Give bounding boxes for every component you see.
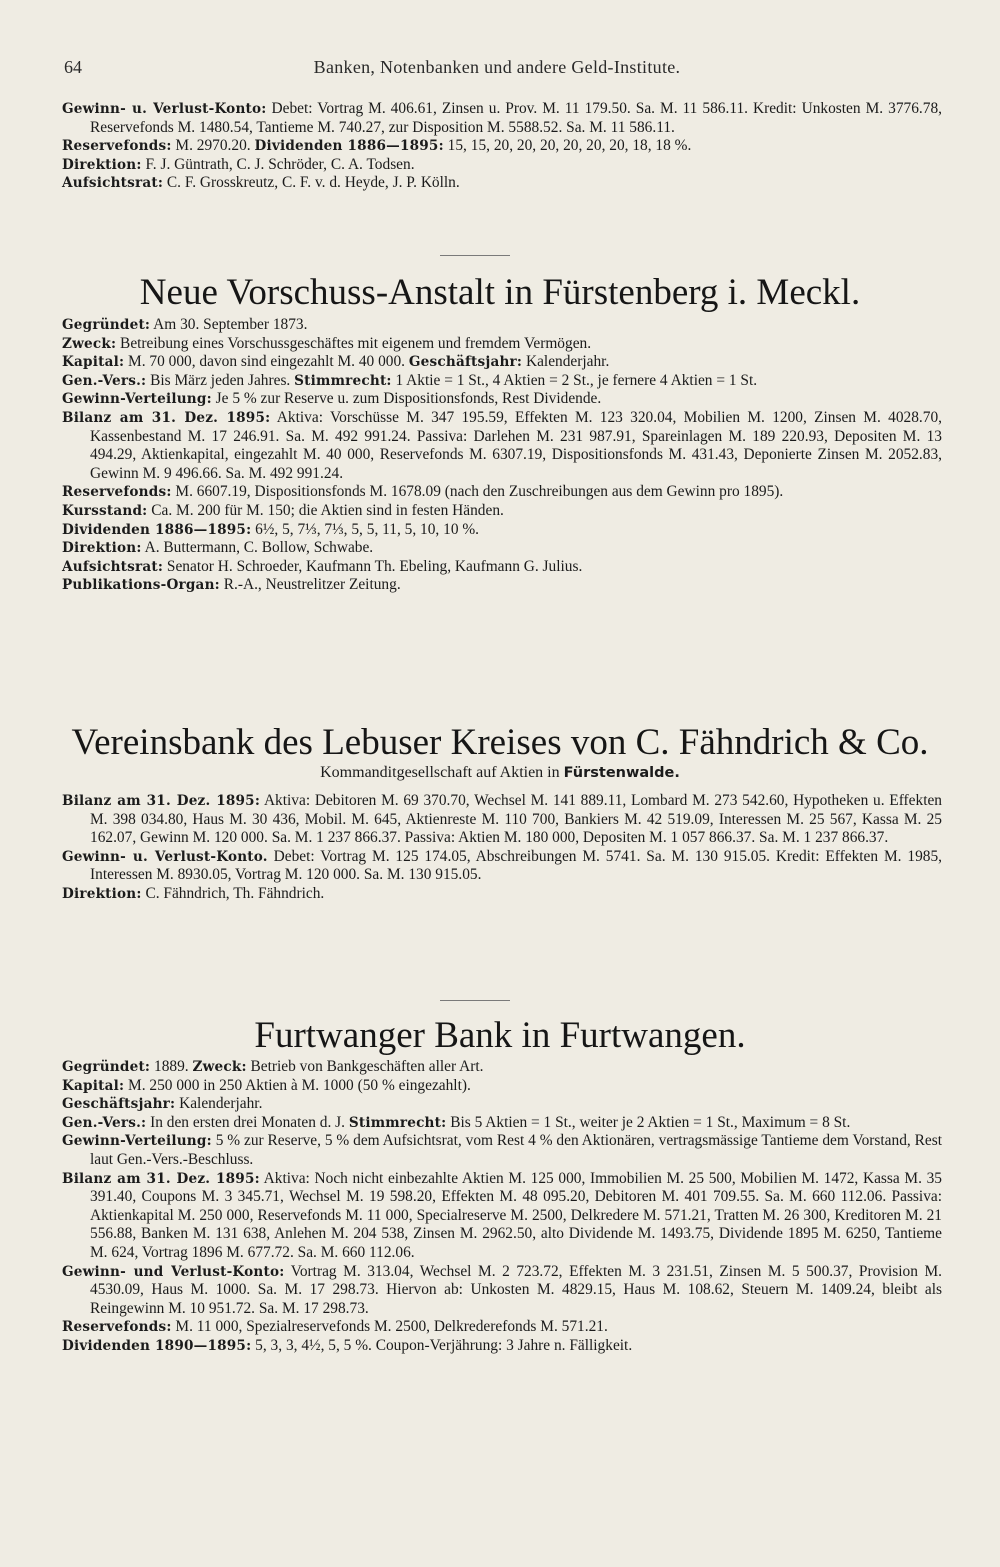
page-header bbox=[64, 57, 930, 83]
top-block bbox=[62, 100, 942, 193]
entry: Gen.-Vers.: In den ersten drei Monaten d. J. Stimmrecht: Bis 5 Aktien = 1 St., weiter je 2 Aktien = 1 St., Maximum = 8 St. bbox=[62, 1113, 851, 1131]
separator-rule bbox=[440, 255, 510, 256]
entry: Aufsichtsrat: Senator H. Schroeder, Kaufmann Th. Ebeling, Kaufmann G. Julius. bbox=[62, 557, 583, 575]
entry: Reservefonds: M. 11 000, Spezialreservefonds M. 2500, Delkrederefonds M. 571.21. bbox=[62, 1318, 608, 1336]
entry: Kapital: M. 70 000, davon sind eingezahlt M. 40 000. Geschäftsjahr: Kalenderjahr. bbox=[62, 353, 610, 371]
entry: Kapital: M. 250 000 in 250 Aktien à M. 1000 (50 % eingezahlt). bbox=[62, 1076, 471, 1094]
running-title: Banken, Notenbanken und andere Geld-Institute. bbox=[313, 57, 681, 77]
entry: Direktion: A. Buttermann, C. Bollow, Schwabe. bbox=[62, 539, 374, 557]
entry: Reservefonds: M. 2970.20. Dividenden 1886—1895: 15, 15, 20, 20, 20, 20, 20, 20, 18, 18 %. bbox=[62, 137, 692, 155]
section-subtitle: Kommanditgesellschaft auf Aktien in Fürstenwalde. bbox=[320, 764, 680, 781]
entry: Gewinn- u. Verlust-Konto. Debet: Vortrag M. 125 174.05, Abschreibungen M. 5741. Sa. M. 130 915.05. Kredit: Effekten M. 1985, Interessen M. 8930.05, Vortrag M. 120 000. Sa. M. 130 915.05. bbox=[62, 847, 942, 884]
entry: Bilanz am 31. Dez. 1895: Aktiva: Noch nicht einbezahlte Aktien M. 125 000, Immobilien M. 25 500, Mobilien M. 1472, Kassa M. 35 391.40, Coupons M. 3 345.71, Wechsel M. 19 598.20, Effekten M. 48 095.20, Debitoren M. 401 709.55. Sa. M. 660 112.06. Passiva: Aktienkapital M. 250 000, Reservefonds M. 11 000, Specialreserve M. 2500, Delkredere M. 571.21, Tratten M. 26 300, Kreditoren M. 21 556.88, Banken M. 131 638, Anlehen M. 204 538, Zinsen M. 2962.50, alto Dividende M. 1493.75, Dividende 1895 M. 6250, Tantieme M. 624, Vortrag 1896 M. 677.72. Sa. M. 660 112.06. bbox=[62, 1169, 942, 1261]
entry: Gewinn- und Verlust-Konto: Vortrag M. 313.04, Wechsel M. 2 723.72, Effekten M. 3 231.51, Zinsen M. 5 500.37, Provision M. 4530.09, Haus M. 1000. Sa. M. 17 298.73. Hiervon ab: Unkosten M. 4829.15, Haus M. 108.62, Steuern M. 1409.24, bleibt als Reingewinn M. 10 951.72. Sa. M. 17 298.73. bbox=[62, 1262, 943, 1317]
section-body bbox=[62, 1058, 942, 1356]
page-number: 64 bbox=[64, 57, 82, 77]
entry: Gen.-Vers.: Bis März jeden Jahres. Stimmrecht: 1 Aktie = 1 St., 4 Aktien = 2 St., je fernere 4 Aktien = 1 St. bbox=[62, 371, 758, 389]
section-body bbox=[62, 316, 942, 595]
entry: Aufsichtsrat: C. F. Grosskreutz, C. F. v. d. Heyde, J. P. Kölln. bbox=[62, 174, 460, 192]
entry: Gewinn-Verteilung: 5 % zur Reserve, 5 % dem Aufsichtsrat, vom Rest 4 % den Aktionären, vertragsmässige Tantieme dem Vorstand, Rest laut Gen.-Vers.-Beschluss. bbox=[62, 1132, 942, 1168]
entry: Geschäftsjahr: Kalenderjahr. bbox=[62, 1095, 263, 1113]
entry: Direktion: C. Fähndrich, Th. Fähndrich. bbox=[62, 884, 325, 902]
entry: Gegründet: Am 30. September 1873. bbox=[62, 316, 308, 333]
entry: Zweck: Betreibung eines Vorschussgeschäftes mit eigenem und fremdem Vermögen. bbox=[62, 334, 592, 352]
section-title: Furtwanger Bank in Furtwangen. bbox=[254, 1015, 746, 1056]
entry: Dividenden 1886—1895: 6½, 5, 7⅓, 7⅓, 5, 5, 11, 5, 10, 10 %. bbox=[62, 520, 480, 538]
entry: Reservefonds: M. 6607.19, Dispositionsfonds M. 1678.09 (nach den Zuschreibungen aus dem Gewinn pro 1895). bbox=[62, 483, 784, 501]
entry: Gewinn- u. Verlust-Konto: Debet: Vortrag M. 406.61, Zinsen u. Prov. M. 11 179.50. Sa. M. 11 586.11. Kredit: Unkosten M. 3776.78, Reservefonds M. 1480.54, Tantieme M. 740.27, zur Disposition M. 5588.52. Sa. M. 11 586.11. bbox=[62, 100, 942, 136]
entry: Dividenden 1890—1895: 5, 3, 3, 4½, 5, 5 %. Coupon-Verjährung: 3 Jahre n. Fälligkeit. bbox=[62, 1336, 633, 1354]
entry: Kursstand: Ca. M. 200 für M. 150; die Aktien sind in festen Händen. bbox=[62, 501, 504, 519]
entry: Direktion: F. J. Güntrath, C. J. Schröder, C. A. Todsen. bbox=[62, 155, 415, 173]
section-title: Vereinsbank des Lebuser Kreises von C. Fähndrich & Co. bbox=[71, 722, 929, 763]
separator-rule bbox=[440, 1000, 510, 1001]
entry: Bilanz am 31. Dez. 1895: Aktiva: Debitoren M. 69 370.70, Wechsel M. 141 889.11, Lombard M. 273 542.60, Hypotheken u. Effekten M. 398 034.80, Haus M. 30 436, Mobil. M. 645, Aktienreste M. 110 700, Bankiers M. 42 519.09, Interessen M. 25 567, Kassa M. 25 162.07, Gewinn M. 120 000. Sa. M. 1 237 866.37. Passiva: Aktien M. 180 000, Depositen M. 1 057 866.37. Sa. M. 1 237 866.37. bbox=[62, 792, 942, 847]
entry: Gewinn-Verteilung: Je 5 % zur Reserve u. zum Dispositionsfonds, Rest Dividende. bbox=[62, 390, 602, 408]
section-body bbox=[62, 792, 942, 904]
entry: Gegründet: 1889. Zweck: Betrieb von Bankgeschäften aller Art. bbox=[62, 1058, 484, 1075]
entry: Publikations-Organ: R.-A., Neustrelitzer Zeitung. bbox=[62, 576, 401, 594]
entry: Bilanz am 31. Dez. 1895: Aktiva: Vorschüsse M. 347 195.59, Effekten M. 123 320.04, Mobilien M. 1200, Zinsen M. 4028.70, Kassenbestand M. 17 246.91. Sa. M. 492 991.24. Passiva: Darlehen M. 231 987.91, Spareinlagen M. 189 220.93, Depositen M. 13 494.29, Aktienkapital, eingezahlt M. 40 000, Reservefonds M. 6307.19, Dispositionsfonds M. 431.43, Deponierte Zinsen M. 2052.83, Gewinn M. 9 496.66. Sa. M. 492 991.24. bbox=[62, 408, 943, 482]
section-title: Neue Vorschuss-Anstalt in Fürstenberg i. Meckl. bbox=[139, 272, 861, 313]
